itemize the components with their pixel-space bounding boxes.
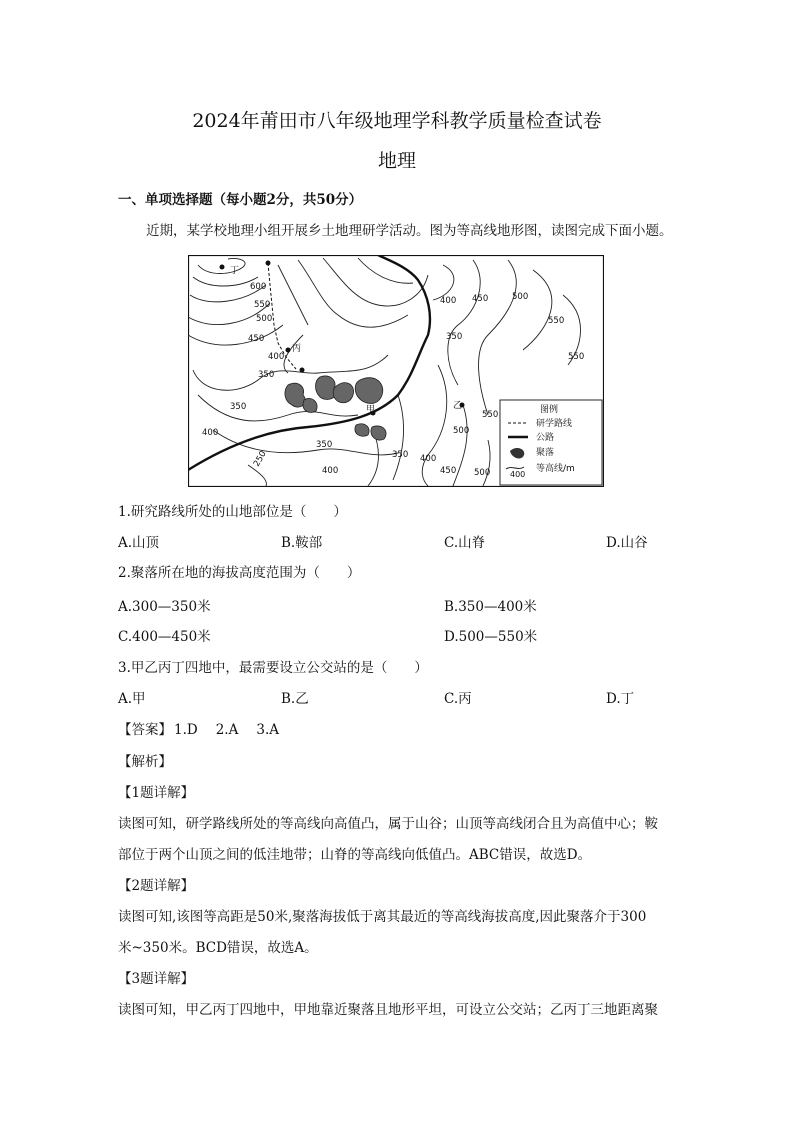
contour-label: 500 bbox=[474, 468, 491, 478]
contour-label: 250 bbox=[251, 449, 269, 469]
contour-label: 550 bbox=[568, 352, 585, 362]
answer-label: 【答案】 bbox=[118, 722, 172, 738]
answer-item: 3.A bbox=[256, 722, 279, 738]
contour-label: 550 bbox=[482, 410, 499, 420]
question-3-option-c: C.丙 bbox=[444, 691, 472, 707]
contour-label: 500 bbox=[256, 314, 273, 324]
q1-analysis-text: 读图可知，研学路线所处的等高线向高值凸，属于山谷；山顶等高线闭合且为高值中心；鞍 bbox=[118, 816, 658, 832]
legend-settlement-label: 聚落 bbox=[536, 448, 555, 458]
answer-item: 2.A bbox=[215, 722, 239, 738]
question-1-option-b: B.鞍部 bbox=[281, 535, 323, 551]
contour-label: 550 bbox=[548, 316, 565, 326]
subject-title: 地理 bbox=[377, 150, 416, 172]
place-label: 丁 bbox=[230, 266, 240, 276]
question-3-stem: 3.甲乙丙丁四地中，最需要设立公交站的是（ ） bbox=[118, 660, 428, 676]
contour-label: 400 bbox=[322, 466, 339, 476]
contour-label: 450 bbox=[248, 334, 265, 344]
contour-label: 450 bbox=[440, 466, 457, 476]
legend-route-label: 研学路线 bbox=[536, 419, 573, 429]
q1-analysis-title: 【1题详解】 bbox=[118, 785, 195, 801]
contour-label: 400 bbox=[268, 352, 285, 362]
q3-analysis-title: 【3题详解】 bbox=[118, 971, 195, 987]
legend-contour-sample: 400 bbox=[510, 470, 526, 479]
contour-label: 550 bbox=[254, 300, 271, 310]
page-title: 2024年莆田市八年级地理学科教学质量检查试卷 bbox=[192, 110, 602, 132]
contour-label: 350 bbox=[258, 370, 275, 380]
contour-label: 600 bbox=[250, 282, 267, 292]
contour-label: 350 bbox=[316, 440, 333, 450]
contour-label: 450 bbox=[472, 294, 489, 304]
answer-item: 1.D bbox=[174, 722, 198, 738]
legend-road-label: 公路 bbox=[536, 433, 555, 443]
contour-label: 500 bbox=[453, 426, 470, 436]
map-legend bbox=[500, 400, 602, 485]
question-2-option-a: A.300—350米 bbox=[118, 599, 211, 615]
legend-title: 图例 bbox=[540, 405, 559, 415]
question-1-stem: 1.研究路线所处的山地部位是（ ） bbox=[118, 504, 347, 520]
question-1-option-d: D.山谷 bbox=[606, 535, 648, 551]
question-2-stem: 2.聚落所在地的海拔高度范围为（ ） bbox=[118, 565, 361, 581]
contour-label: 350 bbox=[392, 450, 409, 460]
q2-analysis-text: 米~350米。BCD错误，故选A。 bbox=[118, 940, 318, 956]
place-label: 丙 bbox=[292, 344, 302, 354]
contour-map bbox=[188, 255, 604, 487]
section-intro: 近期，某学校地理小组开展乡土地理研学活动。图为等高线地形图，读图完成下面小题。 bbox=[146, 223, 673, 239]
question-1-option-a: A.山顶 bbox=[118, 535, 160, 551]
q2-analysis-title: 【2题详解】 bbox=[118, 878, 195, 894]
place-label: 乙 bbox=[453, 401, 463, 411]
question-2-option-c: C.400—450米 bbox=[118, 629, 211, 645]
contour-label: 350 bbox=[446, 332, 463, 342]
question-3-option-b: B.乙 bbox=[281, 691, 309, 707]
contour-label: 500 bbox=[512, 292, 529, 302]
question-2-option-b: B.350—400米 bbox=[444, 599, 537, 615]
contour-label: 400 bbox=[202, 428, 219, 438]
place-label: 甲 bbox=[366, 405, 376, 415]
q1-analysis-text: 部位于两个山顶之间的低洼地带；山脊的等高线向低值凸。ABC错误，故选D。 bbox=[118, 847, 592, 863]
contour-label: 400 bbox=[420, 454, 437, 464]
q3-analysis-text: 读图可知，甲乙丙丁四地中，甲地靠近聚落且地形平坦，可设立公交站；乙丙丁三地距离聚 bbox=[118, 1002, 658, 1018]
question-1-option-c: C.山脊 bbox=[444, 535, 486, 551]
legend-contour-label: 等高线/m bbox=[536, 464, 575, 474]
contour-label: 400 bbox=[440, 296, 457, 306]
q2-analysis-text: 读图可知,该图等高距是50米,聚落海拔低于离其最近的等高线海拔高度,因此聚落介于300 bbox=[118, 909, 647, 925]
question-2-option-d: D.500—550米 bbox=[444, 629, 538, 645]
question-3-option-a: A.甲 bbox=[118, 691, 146, 707]
analysis-label: 【解析】 bbox=[118, 754, 172, 770]
contour-label: 350 bbox=[230, 402, 247, 412]
section-heading: 一、单项选择题（每小题2分，共50分） bbox=[118, 192, 363, 208]
question-3-option-d: D.丁 bbox=[606, 691, 635, 707]
answer-line bbox=[118, 718, 297, 738]
